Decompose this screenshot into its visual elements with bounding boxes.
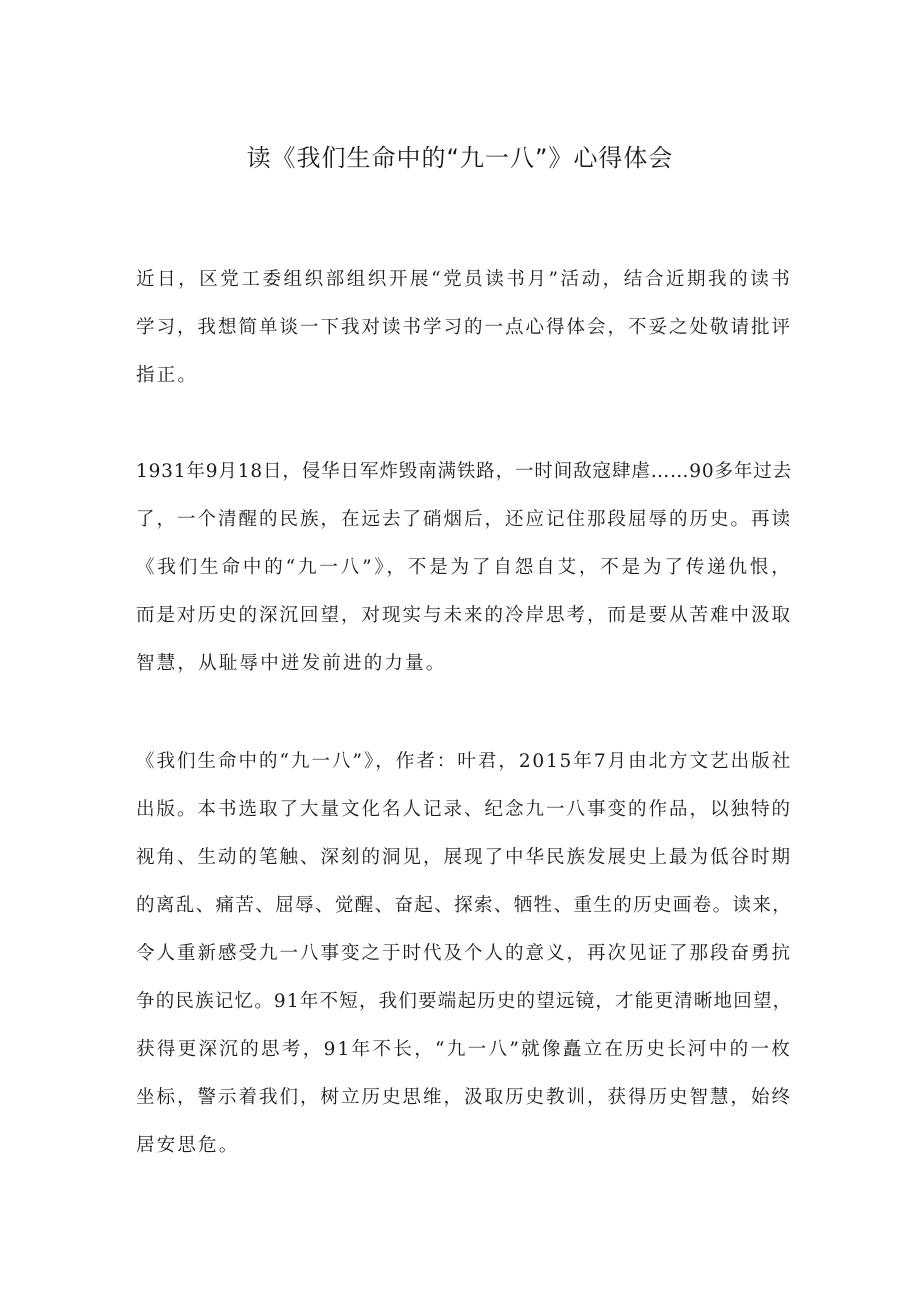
document-title: 读《我们生命中的“九一八”》心得体会 xyxy=(246,144,674,172)
text-line: 出版。本书选取了大量文化名人记录、纪念九一八事变的作品，以独特的 xyxy=(136,799,793,820)
text-line: 学习，我想简单谈一下我对读书学习的一点心得体会，不妥之处敬请批评 xyxy=(136,317,793,338)
paragraph-history xyxy=(136,448,792,688)
text-line: 《我们生命中的“九一八”》，作者：叶君，2015年7月由北方文艺出版社 xyxy=(136,751,792,772)
paragraph-intro xyxy=(136,256,792,400)
text-line: 了，一个清醒的民族，在远去了硝烟后，还应记住那段屈辱的历史。再读 xyxy=(136,509,793,530)
paragraph-book-intro xyxy=(136,738,792,1170)
text-line: 获得更深沉的思考，91年不长，“九一八”就像矗立在历史长河中的一枚 xyxy=(136,1039,792,1060)
text-line: 争的民族记忆。91年不短，我们要端起历史的望远镜，才能更清晰地回望， xyxy=(136,991,793,1012)
text-line: 智慧，从耻辱中迸发前进的力量。 xyxy=(136,653,447,674)
text-line: 而是对历史的深沉回望，对现实与未来的冷岸思考，而是要从苦难中汲取 xyxy=(136,605,793,626)
text-line: 指正。 xyxy=(136,365,199,386)
text-line: 视角、生动的笔触、深刻的洞见，展现了中华民族发展史上最为低谷时期 xyxy=(136,847,793,868)
text-line: 《我们生命中的“九一八”》，不是为了自怨自艾，不是为了传递仇恨， xyxy=(136,557,792,578)
text-line: 近日，区党工委组织部组织开展“党员读书月”活动，结合近期我的读书 xyxy=(136,269,792,290)
text-line: 的离乱、痛苦、屈辱、觉醒、奋起、探索、牺牲、重生的历史画卷。读来， xyxy=(136,895,792,916)
text-line: 1931年9月18日，侵华日军炸毁南满铁路，一时间敌寇肆虐……90多年过去 xyxy=(136,461,792,482)
text-line: 坐标，警示着我们，树立历史思维，汲取历史教训，获得历史智慧，始终 xyxy=(136,1087,793,1108)
text-line: 令人重新感受九一八事变之于时代及个人的意义，再次见证了那段奋勇抗 xyxy=(136,943,793,964)
text-line: 居安思危。 xyxy=(136,1135,240,1156)
